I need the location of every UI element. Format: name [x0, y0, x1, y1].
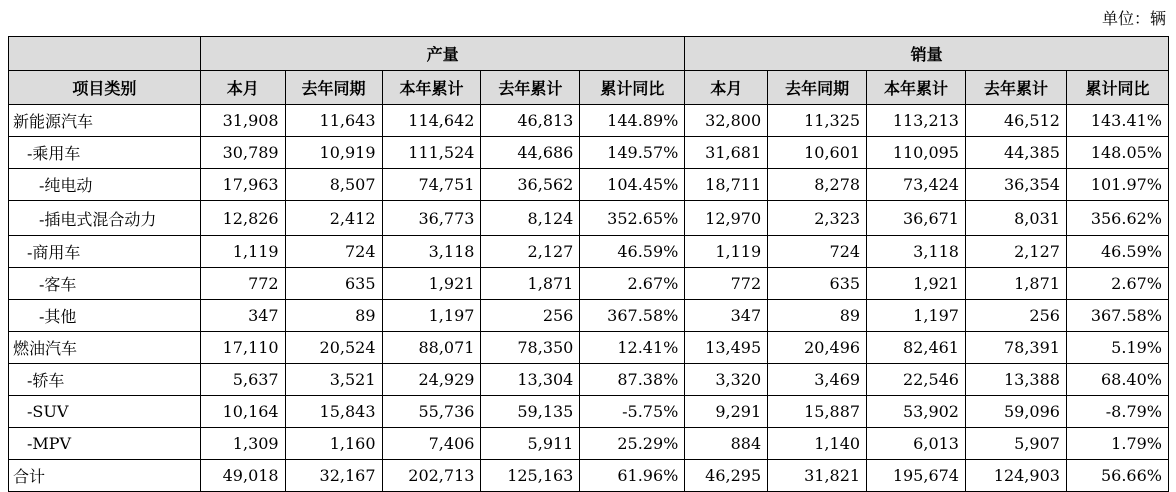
group-header-row	[9, 37, 1169, 71]
table-cell: 352.65%	[580, 201, 685, 236]
table-cell: 78,391	[965, 332, 1066, 364]
column-header: 去年同期	[285, 71, 382, 105]
corner-header-cell	[9, 37, 201, 71]
table-cell: 13,304	[481, 364, 580, 396]
table-cell: 347	[200, 300, 285, 332]
table-cell: 13,388	[965, 364, 1066, 396]
table-cell: 1,119	[685, 236, 768, 268]
table-cell: 2,412	[285, 201, 382, 236]
table-cell: 149.57%	[580, 137, 685, 169]
table-row	[9, 236, 1169, 268]
table-cell: 24,929	[382, 364, 481, 396]
table-cell: 104.45%	[580, 169, 685, 201]
table-cell: 635	[285, 268, 382, 300]
row-label: -纯电动	[9, 169, 201, 201]
table-cell: 78,350	[481, 332, 580, 364]
table-cell: 1,197	[867, 300, 966, 332]
table-cell: 73,424	[867, 169, 966, 201]
table-cell: -8.79%	[1066, 396, 1168, 428]
table-cell: 46,512	[965, 105, 1066, 137]
table-cell: 89	[285, 300, 382, 332]
table-cell: 7,406	[382, 428, 481, 460]
column-header: 累计同比	[580, 71, 685, 105]
table-cell: 12,970	[685, 201, 768, 236]
table-cell: 195,674	[867, 460, 966, 492]
table-cell: 724	[285, 236, 382, 268]
table-cell: 5,911	[481, 428, 580, 460]
table-cell: 44,385	[965, 137, 1066, 169]
table-cell: 68.40%	[1066, 364, 1168, 396]
table-cell: 2.67%	[580, 268, 685, 300]
table-cell: 32,800	[685, 105, 768, 137]
table-cell: 202,713	[382, 460, 481, 492]
table-cell: 10,919	[285, 137, 382, 169]
table-cell: 1,119	[200, 236, 285, 268]
row-label: -插电式混合动力	[9, 201, 201, 236]
table-cell: 46.59%	[580, 236, 685, 268]
table-cell: 2,127	[481, 236, 580, 268]
table-cell: 1,309	[200, 428, 285, 460]
table-cell: 56.66%	[1066, 460, 1168, 492]
table-cell: 3,118	[382, 236, 481, 268]
table-cell: 36,562	[481, 169, 580, 201]
table-cell: 36,354	[965, 169, 1066, 201]
table-cell: 31,908	[200, 105, 285, 137]
row-label: -乘用车	[9, 137, 201, 169]
table-cell: 89	[768, 300, 867, 332]
table-cell: 5,907	[965, 428, 1066, 460]
table-cell: -5.75%	[580, 396, 685, 428]
table-cell: 1,871	[965, 268, 1066, 300]
table-cell: 8,031	[965, 201, 1066, 236]
table-cell: 44,686	[481, 137, 580, 169]
table-cell: 36,773	[382, 201, 481, 236]
table-cell: 144.89%	[580, 105, 685, 137]
table-cell: 46,813	[481, 105, 580, 137]
table-cell: 30,789	[200, 137, 285, 169]
row-label: -客车	[9, 268, 201, 300]
table-cell: 347	[685, 300, 768, 332]
table-cell: 15,887	[768, 396, 867, 428]
table-row	[9, 332, 1169, 364]
table-cell: 356.62%	[1066, 201, 1168, 236]
table-row	[9, 105, 1169, 137]
table-row	[9, 428, 1169, 460]
row-label: -SUV	[9, 396, 201, 428]
column-header: 项目类别	[9, 71, 201, 105]
table-cell: 31,681	[685, 137, 768, 169]
table-cell: 101.97%	[1066, 169, 1168, 201]
table-cell: 724	[768, 236, 867, 268]
column-header-row	[9, 71, 1169, 105]
table-cell: 49,018	[200, 460, 285, 492]
table-cell: 1,160	[285, 428, 382, 460]
table-row	[9, 201, 1169, 236]
table-cell: 87.38%	[580, 364, 685, 396]
table-cell: 17,110	[200, 332, 285, 364]
table-row	[9, 137, 1169, 169]
column-header: 去年累计	[965, 71, 1066, 105]
production-sales-table	[8, 36, 1169, 492]
table-cell: 111,524	[382, 137, 481, 169]
table-cell: 256	[965, 300, 1066, 332]
table-cell: 11,325	[768, 105, 867, 137]
column-header: 本月	[200, 71, 285, 105]
table-cell: 10,601	[768, 137, 867, 169]
table-cell: 88,071	[382, 332, 481, 364]
table-cell: 53,902	[867, 396, 966, 428]
table-cell: 143.41%	[1066, 105, 1168, 137]
table-cell: 1,921	[382, 268, 481, 300]
table-cell: 55,736	[382, 396, 481, 428]
table-cell: 2,127	[965, 236, 1066, 268]
table-cell: 110,095	[867, 137, 966, 169]
table-cell: 256	[481, 300, 580, 332]
table-row	[9, 460, 1169, 492]
table-cell: 12,826	[200, 201, 285, 236]
table-cell: 367.58%	[1066, 300, 1168, 332]
row-label: -商用车	[9, 236, 201, 268]
unit-label: 单位：辆	[1101, 9, 1166, 28]
group-header-production: 产量	[200, 37, 685, 71]
row-label: -轿车	[9, 364, 201, 396]
table-cell: 59,135	[481, 396, 580, 428]
row-label: 燃油汽车	[9, 332, 201, 364]
table-cell: 1,197	[382, 300, 481, 332]
column-header: 本年累计	[867, 71, 966, 105]
row-label: -其他	[9, 300, 201, 332]
table-cell: 31,821	[768, 460, 867, 492]
table-cell: 8,278	[768, 169, 867, 201]
table-cell: 11,643	[285, 105, 382, 137]
table-cell: 3,320	[685, 364, 768, 396]
table-cell: 3,469	[768, 364, 867, 396]
table-cell: 22,546	[867, 364, 966, 396]
table-cell: 46.59%	[1066, 236, 1168, 268]
table-cell: 61.96%	[580, 460, 685, 492]
table-row	[9, 364, 1169, 396]
table-cell: 1,921	[867, 268, 966, 300]
table-cell: 367.58%	[580, 300, 685, 332]
table-cell: 2.67%	[1066, 268, 1168, 300]
table-cell: 148.05%	[1066, 137, 1168, 169]
table-cell: 74,751	[382, 169, 481, 201]
table-cell: 3,521	[285, 364, 382, 396]
table-cell: 1,871	[481, 268, 580, 300]
table-cell: 13,495	[685, 332, 768, 364]
table-cell: 1,140	[768, 428, 867, 460]
table-cell: 772	[685, 268, 768, 300]
table-row	[9, 268, 1169, 300]
table-row	[9, 396, 1169, 428]
table-cell: 5,637	[200, 364, 285, 396]
table-cell: 635	[768, 268, 867, 300]
table-cell: 20,496	[768, 332, 867, 364]
column-header: 去年累计	[481, 71, 580, 105]
table-cell: 124,903	[965, 460, 1066, 492]
table-cell: 10,164	[200, 396, 285, 428]
table-cell: 18,711	[685, 169, 768, 201]
column-header: 去年同期	[768, 71, 867, 105]
table-cell: 9,291	[685, 396, 768, 428]
table-body	[9, 105, 1169, 492]
table-cell: 884	[685, 428, 768, 460]
table-cell: 8,124	[481, 201, 580, 236]
table-cell: 125,163	[481, 460, 580, 492]
table-cell: 20,524	[285, 332, 382, 364]
table-cell: 32,167	[285, 460, 382, 492]
table-cell: 59,096	[965, 396, 1066, 428]
table-cell: 1.79%	[1066, 428, 1168, 460]
table-row	[9, 169, 1169, 201]
table-cell: 36,671	[867, 201, 966, 236]
column-header: 累计同比	[1066, 71, 1168, 105]
table-cell: 113,213	[867, 105, 966, 137]
table-cell: 12.41%	[580, 332, 685, 364]
table-cell: 3,118	[867, 236, 966, 268]
table-cell: 6,013	[867, 428, 966, 460]
table-cell: 82,461	[867, 332, 966, 364]
table-cell: 2,323	[768, 201, 867, 236]
table-cell: 15,843	[285, 396, 382, 428]
row-label: 新能源汽车	[9, 105, 201, 137]
table-cell: 25.29%	[580, 428, 685, 460]
row-label: 合计	[9, 460, 201, 492]
table-cell: 5.19%	[1066, 332, 1168, 364]
table-cell: 114,642	[382, 105, 481, 137]
group-header-sales: 销量	[685, 37, 1169, 71]
table-cell: 772	[200, 268, 285, 300]
table-cell: 46,295	[685, 460, 768, 492]
table-row	[9, 300, 1169, 332]
column-header: 本月	[685, 71, 768, 105]
table-cell: 17,963	[200, 169, 285, 201]
table-cell: 8,507	[285, 169, 382, 201]
column-header: 本年累计	[382, 71, 481, 105]
row-label: -MPV	[9, 428, 201, 460]
